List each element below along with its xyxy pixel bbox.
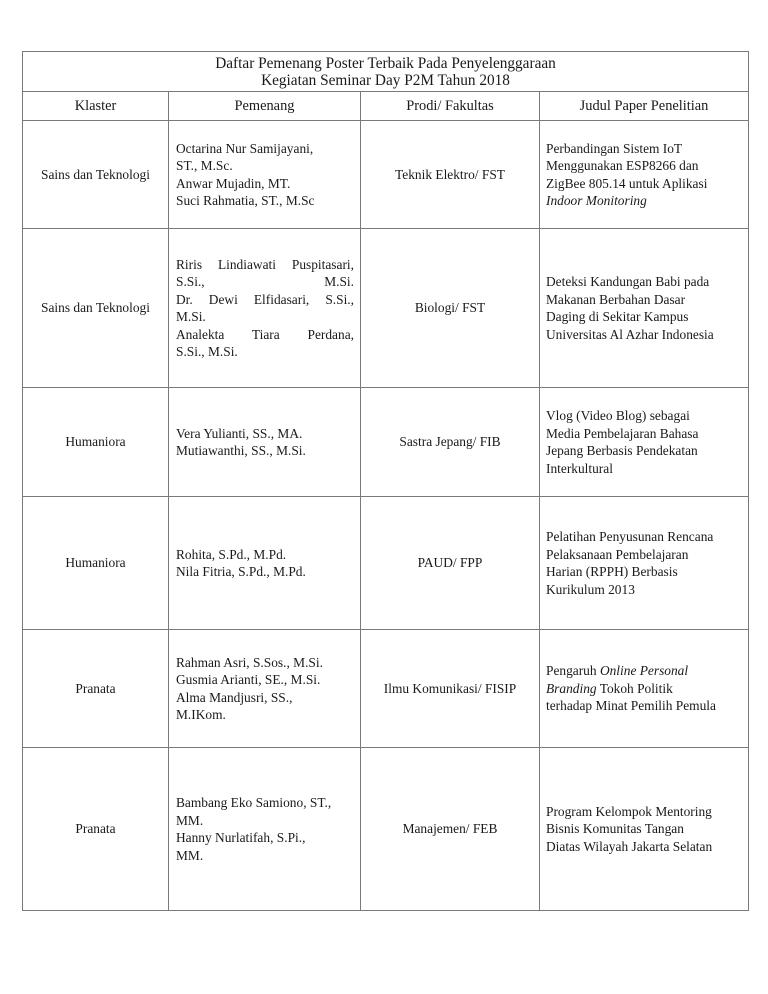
winner-line: M.Si. xyxy=(176,309,206,324)
cell-klaster: Pranata xyxy=(23,748,169,911)
title-line: Perbandingan Sistem IoT xyxy=(546,140,683,156)
title-line: Harian (RPPH) Berbasis xyxy=(546,564,678,579)
winner-line: MM. xyxy=(176,847,204,863)
winner-line: Suci Rahmatia, ST., M.Sc xyxy=(176,193,315,208)
title-line xyxy=(546,662,744,680)
title-line xyxy=(546,680,744,698)
title-line: Pelaksanaan Pembelajaran xyxy=(546,546,689,562)
winner-line: ST., M.Sc. xyxy=(176,158,233,173)
cell-judul xyxy=(540,121,749,229)
header-row xyxy=(23,92,749,121)
table-row xyxy=(23,748,749,911)
winner-line: Octarina Nur Samijayani, xyxy=(176,140,314,156)
winner-line: Rohita, S.Pd., M.Pd. xyxy=(176,546,287,562)
cell-pemenang xyxy=(169,630,361,748)
winner-line: Alma Mandjusri, SS., xyxy=(176,689,293,705)
title-line: Jepang Berbasis Pendekatan xyxy=(546,443,698,458)
title-line-1: Daftar Pemenang Poster Terbaik Pada Penyelenggaraan xyxy=(215,54,556,72)
winner-line: Nila Fitria, S.Pd., M.Pd. xyxy=(176,564,306,579)
cell-klaster: Sains dan Teknologi xyxy=(23,229,169,388)
title-line: Kurikulum 2013 xyxy=(546,581,635,597)
title-part-italic: Branding xyxy=(546,680,597,696)
winner-line: Riris Lindiawati Puspitasari, xyxy=(176,256,354,272)
table-row xyxy=(23,388,749,497)
title-line-2: Kegiatan Seminar Day P2M Tahun 2018 xyxy=(261,71,510,89)
cell-judul xyxy=(540,748,749,911)
header-judul: Judul Paper Penelitian xyxy=(540,92,749,121)
cell-judul xyxy=(540,229,749,388)
title-line: Daging di Sekitar Kampus xyxy=(546,309,689,324)
cell-judul xyxy=(540,630,749,748)
cell-pemenang xyxy=(169,748,361,911)
title-line: Makanan Berbahan Dasar xyxy=(546,291,686,307)
cell-pemenang xyxy=(169,497,361,630)
cell-pemenang xyxy=(169,229,361,388)
table-row xyxy=(23,121,749,229)
cell-prodi: Biologi/ FST xyxy=(361,229,540,388)
winner-line: Anwar Mujadin, MT. xyxy=(176,175,291,191)
title-line: Diatas Wilayah Jakarta Selatan xyxy=(546,838,713,854)
header-pemenang: Pemenang xyxy=(169,92,361,121)
cell-klaster: Pranata xyxy=(23,630,169,748)
title-line: Interkultural xyxy=(546,460,613,476)
title-line: Menggunakan ESP8266 dan xyxy=(546,158,699,173)
title-line: Universitas Al Azhar Indonesia xyxy=(546,326,714,342)
winner-line: M.IKom. xyxy=(176,707,226,722)
title-line: Indoor Monitoring xyxy=(546,193,647,208)
title-line: ZigBee 805.14 untuk Aplikasi xyxy=(546,175,708,191)
winner-line: Gusmia Arianti, SE., M.Si. xyxy=(176,672,321,687)
cell-prodi: Ilmu Komunikasi/ FISIP xyxy=(361,630,540,748)
cell-pemenang xyxy=(169,121,361,229)
table-row xyxy=(23,630,749,748)
cell-klaster: Humaniora xyxy=(23,388,169,497)
header-klaster: Klaster xyxy=(23,92,169,121)
table-title xyxy=(23,52,749,92)
winner-line: Analekta Tiara Perdana, xyxy=(176,326,354,342)
header-prodi: Prodi/ Fakultas xyxy=(361,92,540,121)
table-row xyxy=(23,229,749,388)
winner-line xyxy=(176,273,354,291)
winner-line: Hanny Nurlatifah, S.Pi., xyxy=(176,830,306,845)
winner-line: Mutiawanthi, SS., M.Si. xyxy=(176,443,306,458)
winner-line: MM. xyxy=(176,812,204,828)
cell-judul xyxy=(540,388,749,497)
cell-klaster: Sains dan Teknologi xyxy=(23,121,169,229)
winner-line: Rahman Asri, S.Sos., M.Si. xyxy=(176,654,323,670)
cell-judul xyxy=(540,497,749,630)
winner-line: Vera Yulianti, SS., MA. xyxy=(176,425,303,441)
winner-line-part: S.Si., xyxy=(176,274,205,289)
winners-table xyxy=(22,51,749,911)
title-part: Pengaruh xyxy=(546,663,600,679)
cell-klaster: Humaniora xyxy=(23,497,169,630)
cell-prodi: Sastra Jepang/ FIB xyxy=(361,388,540,497)
title-line: Program Kelompok Mentoring xyxy=(546,803,712,819)
winner-line: Bambang Eko Samiono, ST., xyxy=(176,795,332,810)
title-line: Vlog (Video Blog) sebagai xyxy=(546,408,690,423)
title-line: Deteksi Kandungan Babi pada xyxy=(546,274,710,289)
winner-line: S.Si., M.Si. xyxy=(176,344,238,359)
cell-prodi: Teknik Elektro/ FST xyxy=(361,121,540,229)
title-line: terhadap Minat Pemilih Pemula xyxy=(546,698,716,714)
title-part: Tokoh Politik xyxy=(596,680,673,696)
cell-pemenang xyxy=(169,388,361,497)
cell-prodi: Manajemen/ FEB xyxy=(361,748,540,911)
winner-line: Dr. Dewi Elfidasari, S.Si., xyxy=(176,291,354,307)
cell-prodi: PAUD/ FPP xyxy=(361,497,540,630)
title-line: Media Pembelajaran Bahasa xyxy=(546,425,699,441)
title-line: Pelatihan Penyusunan Rencana xyxy=(546,529,714,544)
winner-line-part: M.Si. xyxy=(324,274,354,289)
title-part-italic: Online Personal xyxy=(599,663,689,679)
table-row xyxy=(23,497,749,630)
title-line: Bisnis Komunitas Tangan xyxy=(546,821,684,837)
